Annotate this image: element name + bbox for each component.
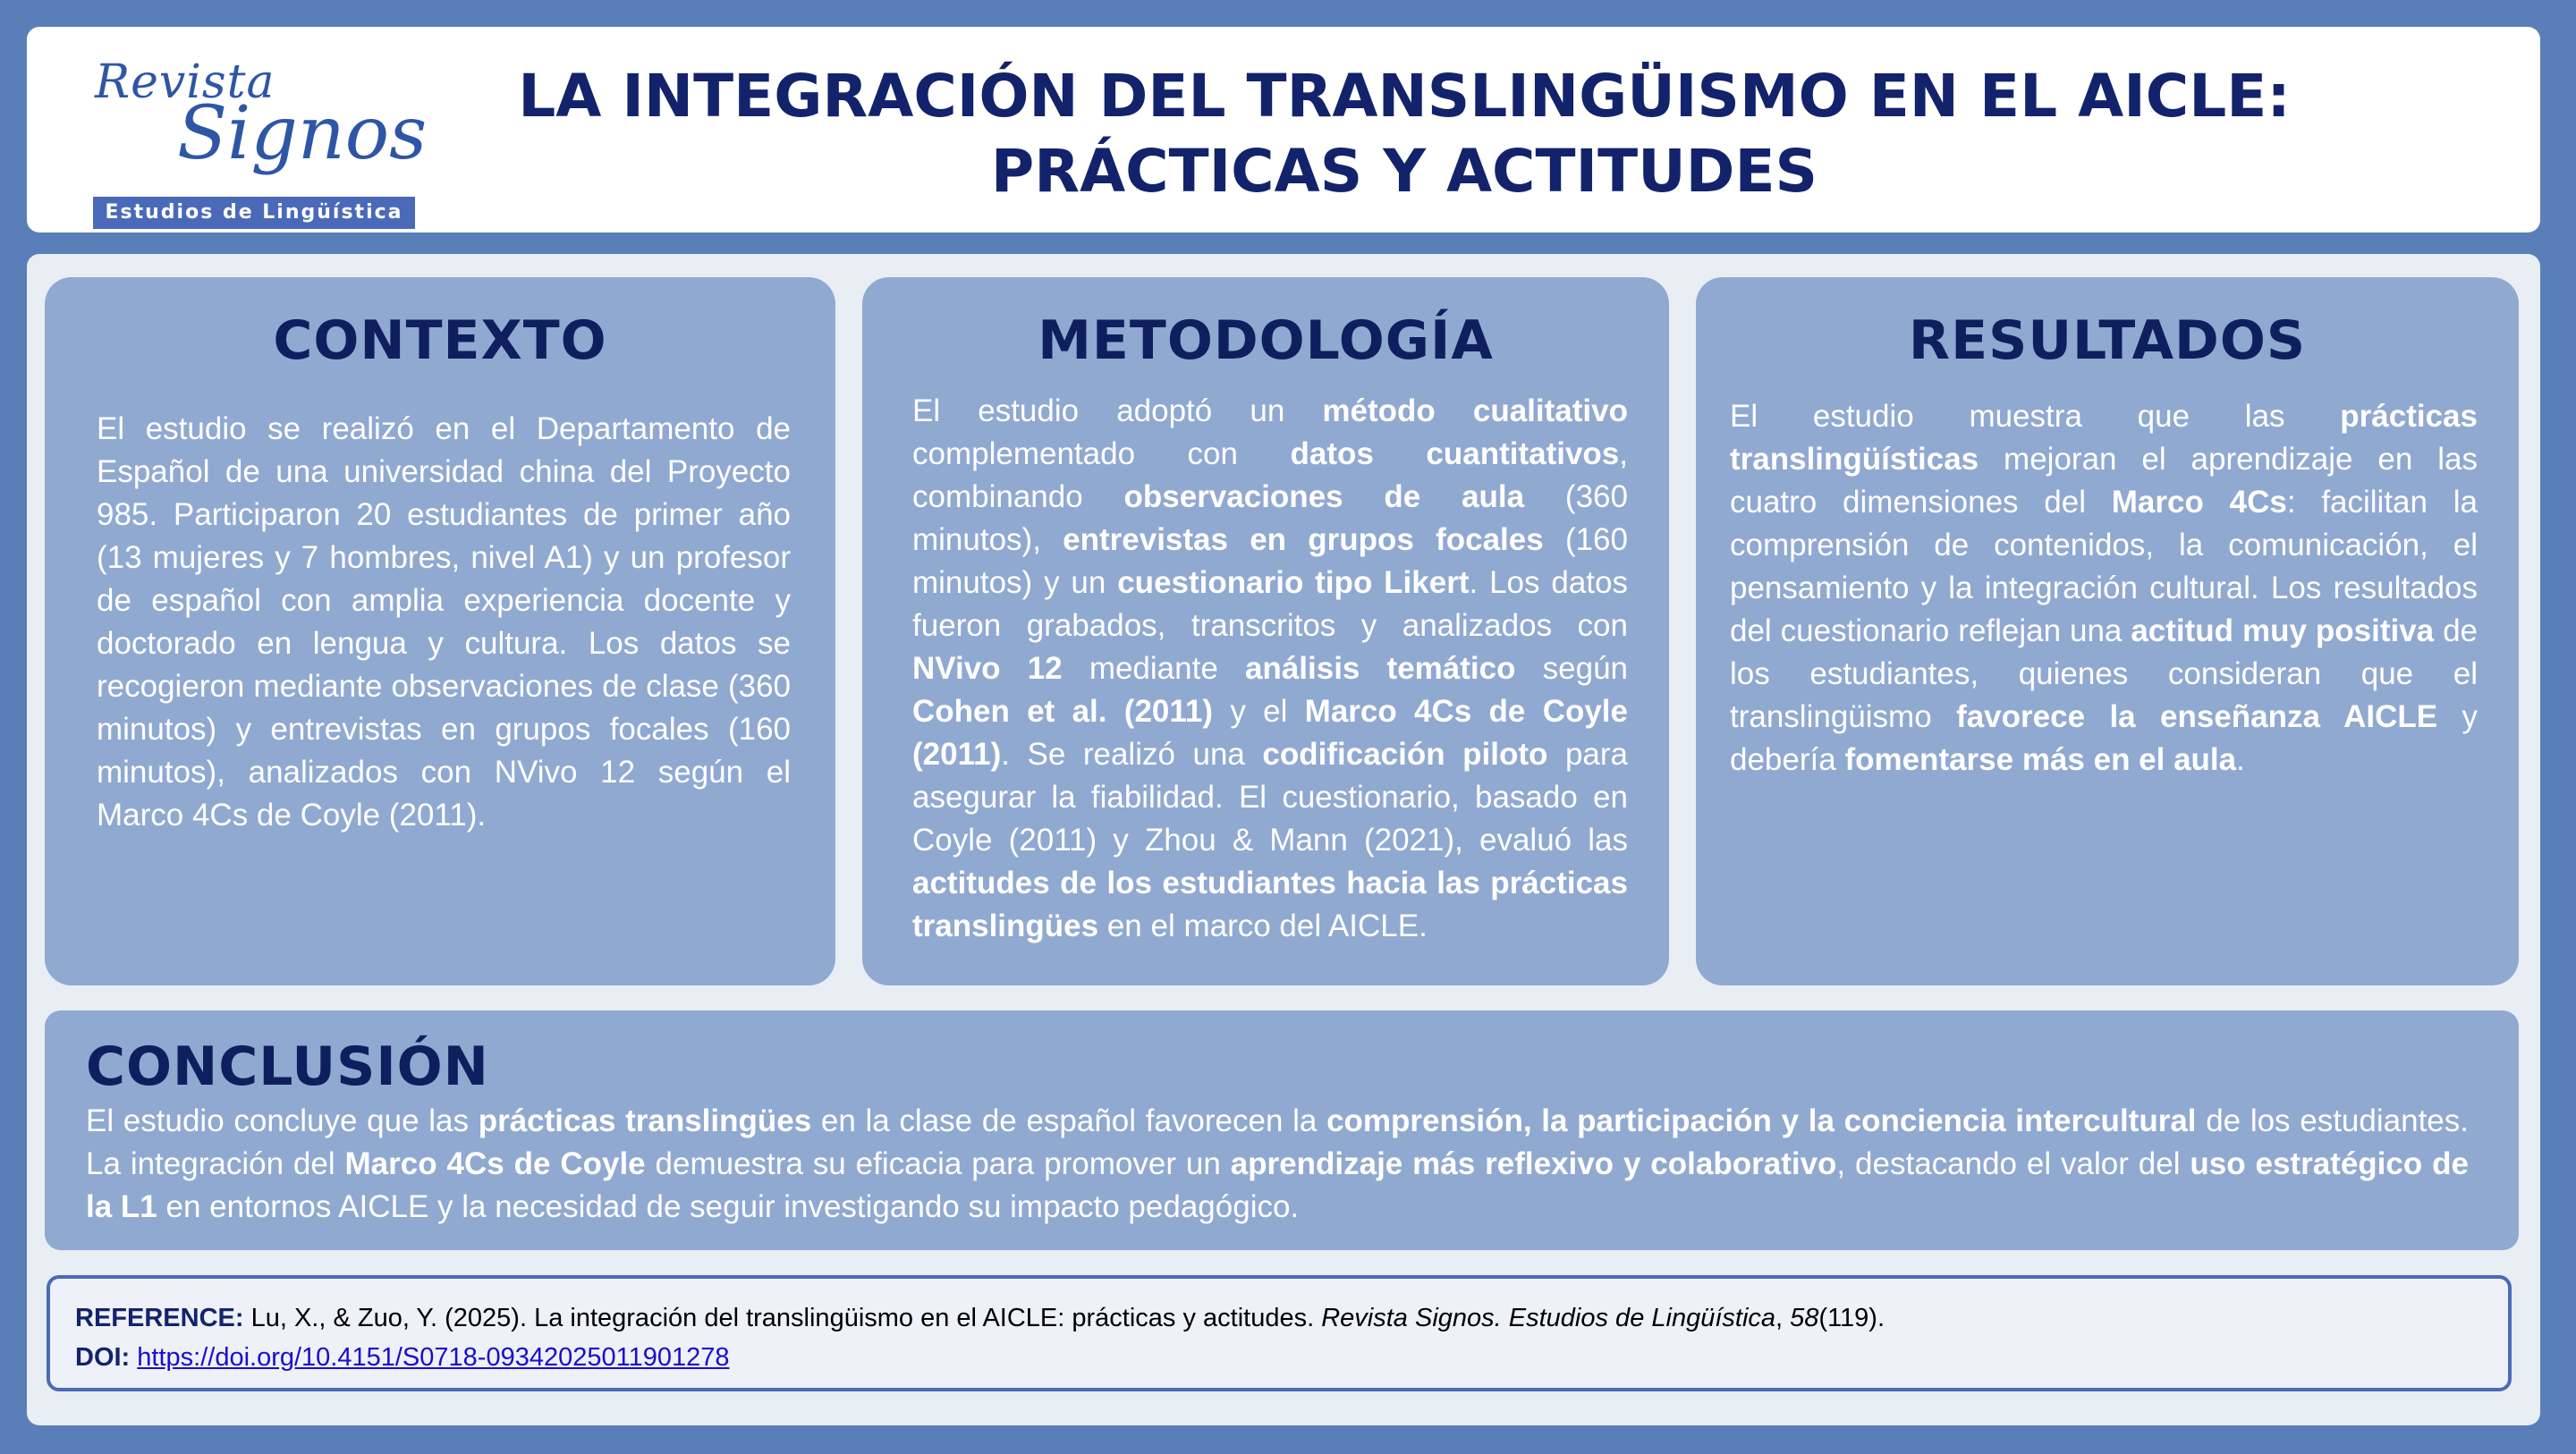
conclusion-card <box>45 1010 2519 1250</box>
metodologia-text: El estudio adoptó un método cualitativo complementado con datos cuantitativos, combinando observaciones de aula (360 minutos), entrevistas en grupos focales (160 minutos) y un cuestionario tipo Likert. Los datos fueron grabados, transcritos y analizados con NVivo 12 mediante análisis temático según Cohen et al. (2011) y el Marco 4Cs de Coyle (2011). Se realizó una codificación piloto para asegurar la fiabilidad. El cuestionario, basado en Coyle (2011) y Zhou & Mann (2021), evaluó las actitudes de los estudiantes hacia las prácticas translingües en el marco del AICLE. <box>912 393 1629 943</box>
resultados-heading: RESULTADOS <box>1908 309 2307 372</box>
metodologia-card <box>862 277 1669 985</box>
doi-link[interactable]: https://doi.org/10.4151/S0718-09342025011901278 <box>137 1343 730 1372</box>
reference-doi <box>75 1343 729 1373</box>
doi-label: DOI: <box>75 1343 131 1372</box>
journal-name: Revista Signos. Estudios de Lingüística <box>1321 1304 1776 1332</box>
page-title <box>411 59 2397 209</box>
conclusion-text: El estudio concluye que las prácticas translingües en la clase de español favorecen la comprensión, la participación y la conciencia intercultural de los estudiantes. La integración del Marco 4Cs de Coyle demuestra su eficacia para promover un aprendizaje más reflexivo y colaborativo, destacando el valor del uso estratégico de la L1 en entornos AICLE y la necesidad de seguir investigando su impacto pedagógico. <box>86 1103 2469 1224</box>
logo-revista-text: Revista <box>95 55 275 109</box>
reference-box <box>47 1275 2512 1391</box>
metodologia-heading: METODOLOGÍA <box>1038 309 1494 372</box>
title-line-1: LA INTEGRACIÓN DEL TRANSLINGÜISMO EN EL AICLE: <box>518 62 2291 131</box>
journal-volume: 58 <box>1790 1304 1819 1332</box>
contexto-heading: CONTEXTO <box>273 309 607 372</box>
logo-subtitle: Estudios de Lingüística <box>93 197 415 229</box>
content-panel <box>27 254 2540 1425</box>
contexto-card <box>45 277 835 985</box>
logo-signos-text: Signos <box>177 91 428 176</box>
resultados-card <box>1696 277 2519 985</box>
reference-label: REFERENCE: <box>75 1304 244 1332</box>
header <box>27 27 2540 232</box>
revista-signos-logo <box>61 52 428 224</box>
title-line-2: PRÁCTICAS Y ACTITUDES <box>990 137 1818 206</box>
contexto-text: El estudio se realizó en el Departamento de Español de una universidad china del Proyecto 985. Participaron 20 estudiantes de primer año (13 mujeres y 7 hombres, nivel A1) y un profesor de español con amplia experiencia docente y doctorado en lengua y cultura. Los datos se recogieron mediante observaciones de clase (360 minutos) y entrevistas en grupos focales (160 minutos), analizados con NVivo 12 según el Marco 4Cs de Coyle (2011). <box>97 411 791 833</box>
conclusion-heading: CONCLUSIÓN <box>86 1036 489 1098</box>
reference-citation: REFERENCE: Lu, X., & Zuo, Y. (2025). La integración del translingüismo en el AICLE: prácticas y actitudes. Revista Signos. Estudios de Lingüística, 58(119). <box>75 1304 1885 1332</box>
resultados-text: El estudio muestra que las prácticas translingüísticas mejoran el aprendizaje en las cuatro dimensiones del Marco 4Cs: facilitan la comprensión de contenidos, la comunicación, el pensamiento y la integración cultural. Los resultados del cuestionario reflejan una actitud muy positiva de los estudiantes, quienes consideran que el translingüismo favorece la enseñanza AICLE y debería fomentarse más en el aula. <box>1730 399 2478 777</box>
